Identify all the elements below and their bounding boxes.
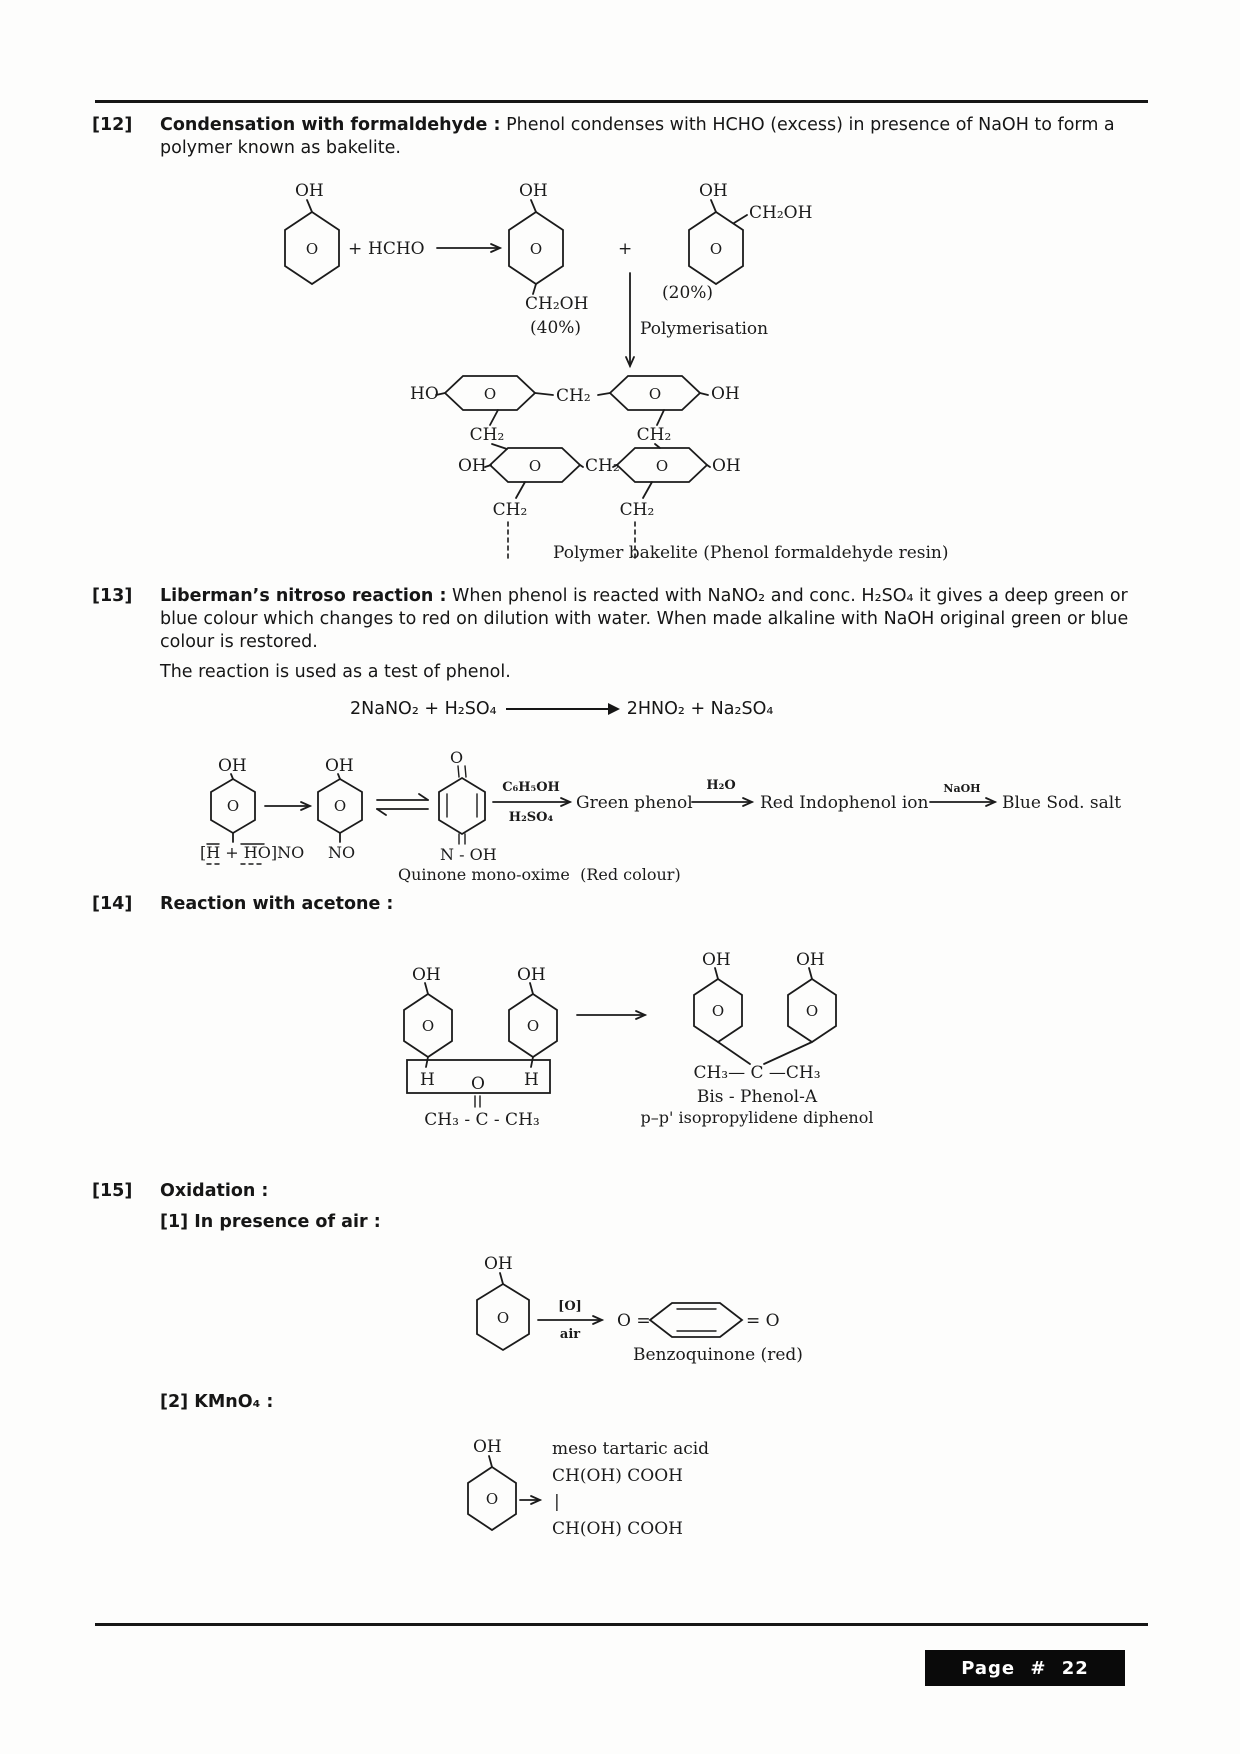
reaction-arrow <box>506 708 618 710</box>
section-15-sub1: [1] In presence of air : <box>160 1212 381 1232</box>
ring-circle: O <box>528 457 542 475</box>
page-number-badge <box>925 1650 1125 1686</box>
oh-label: OH <box>295 181 324 201</box>
oh-label: OH <box>325 756 354 776</box>
blue-salt-label: Blue Sod. salt <box>1002 793 1122 813</box>
oh-label: OH <box>517 965 546 985</box>
red-indophenol-label: Red Indophenol ion <box>760 793 929 813</box>
tartaric-bar: | <box>554 1492 560 1512</box>
n-oh-label: N - OH <box>440 845 497 864</box>
section-12-body: Phenol condenses with HCHO (excess) in presence of NaOH to form a polymer known as bakelite. <box>160 115 1115 158</box>
section-15-number: [15] <box>92 1181 133 1201</box>
phenol-ring <box>694 950 742 1042</box>
reaction-arrow-labeled <box>538 1299 602 1342</box>
phenol-ring <box>477 1254 529 1350</box>
polymer-ring <box>617 448 707 482</box>
ch2-linkage <box>637 410 672 448</box>
reagent-above: H₂O <box>706 778 736 793</box>
svg-text:CH₂: CH₂ <box>469 425 505 445</box>
bakelite-diagram <box>240 168 949 573</box>
bond <box>598 393 610 395</box>
ch2-linkage <box>493 482 528 560</box>
ring-circle: O <box>529 240 543 258</box>
oh-label: OH <box>412 965 441 985</box>
ring-circle: O <box>526 1017 540 1035</box>
kmno4-diagram <box>440 1428 790 1573</box>
h-label: H <box>420 1070 435 1090</box>
section-13-body: When phenol is reacted with NaNO₂ and conc. H₂SO₄ it gives a deep green or blue colour which changes to red on dilution with water. When made alkaline with NaOH original green or blue colour is restored. <box>160 586 1129 652</box>
phenol-ring <box>509 181 588 338</box>
section-13-text <box>160 585 1152 654</box>
reagent-below: H₂SO₄ <box>508 810 554 825</box>
polymerisation-label: Polymerisation <box>640 319 769 339</box>
phenol-ring <box>509 965 557 1067</box>
equation-rhs: 2HNO₂ + Na₂SO₄ <box>626 699 774 719</box>
nitrosation-intermediate-label <box>200 843 304 864</box>
bond <box>707 465 710 467</box>
page-number-label: Page # 22 <box>961 1657 1089 1679</box>
reaction-arrow-labeled <box>930 782 995 802</box>
phenol-ring <box>468 1437 516 1530</box>
ring-circle: O <box>709 240 723 258</box>
svg-text:CH₂: CH₂ <box>619 500 655 520</box>
oh-label: OH <box>712 456 741 476</box>
ring-circle: O <box>333 797 347 815</box>
oh-label: OH <box>519 181 548 201</box>
ch2oh-label: CH₂OH <box>749 203 813 223</box>
oh-label: OH <box>699 181 728 201</box>
ring-circle: O <box>226 797 240 815</box>
nitrosophenol-ring <box>318 756 362 862</box>
ch2-bridge: CH₂ <box>556 386 591 406</box>
plus-sign: + <box>348 239 363 259</box>
acetone-diagram <box>340 950 874 1150</box>
ring-circle: O <box>711 1002 725 1020</box>
ring-circle: O <box>483 385 497 403</box>
isopropylidene-caption: p–p' isopropylidene diphenol <box>640 1108 874 1127</box>
reaction-arrow-labeled <box>692 778 752 802</box>
meso-tartaric-title: meso tartaric acid <box>552 1439 710 1459</box>
phenol-ring <box>788 950 836 1042</box>
tartaric-row-2: CH(OH) COOH <box>552 1519 683 1539</box>
svg-text:[H + HO]NO: [H + HO]NO <box>200 843 305 862</box>
polymer-ring <box>445 376 535 410</box>
hcho-label: HCHO <box>368 239 425 259</box>
h-label: H <box>524 1070 539 1090</box>
section-13-note: The reaction is used as a test of phenol. <box>160 662 511 682</box>
phenol-ring <box>662 181 812 303</box>
yield-40: (40%) <box>530 318 582 338</box>
equilibrium-arrows <box>377 794 428 815</box>
ring-circle: O <box>655 457 669 475</box>
oh-label: OH <box>711 384 740 404</box>
ring-circle: O <box>648 385 662 403</box>
bridge-label: CH₃— C —CH₃ <box>693 1063 821 1083</box>
section-14 <box>92 893 1152 916</box>
reaction-arrow-labeled <box>493 780 570 825</box>
quinone-caption: Quinone mono-oxime (Red colour) <box>398 865 681 884</box>
section-15-sub2: [2] KMnO₄ : <box>160 1392 274 1412</box>
air-label: air <box>559 1327 581 1342</box>
section-14-number: [14] <box>92 894 133 914</box>
quinone-oxime-ring <box>439 748 497 864</box>
svg-text:CH₂: CH₂ <box>636 425 672 445</box>
oh-label: OH <box>796 950 825 970</box>
benzoquinone-ring <box>650 1303 742 1337</box>
bond <box>580 465 583 467</box>
phenol-ring <box>211 756 255 842</box>
equation-lhs: 2NaNO₂ + H₂SO₄ <box>350 699 497 719</box>
section-12 <box>92 114 1152 160</box>
section-15-title: Oxidation : <box>160 1181 269 1201</box>
ring-circle: O <box>485 1490 499 1508</box>
benzoquinone-caption: Benzoquinone (red) <box>633 1345 803 1365</box>
ch2-linkage <box>470 410 507 449</box>
section-12-text <box>160 114 1152 160</box>
bakelite-caption: Polymer bakelite (Phenol formaldehyde resin) <box>553 543 949 563</box>
reagent-above: C₆H₅OH <box>502 780 560 795</box>
oh-label: OH <box>484 1254 513 1274</box>
phenol-ring <box>404 965 452 1067</box>
reagent-above: NaOH <box>943 782 981 795</box>
section-13-title: Liberman’s nitroso reaction : <box>160 586 447 606</box>
top-rule <box>95 100 1148 103</box>
ring-circle: O <box>305 240 319 258</box>
carbonyl-o-label: O <box>471 1074 485 1094</box>
plus-sign: + <box>618 239 633 259</box>
yield-20: (20%) <box>662 283 714 303</box>
ring-circle: O <box>421 1017 435 1035</box>
svg-text:CH₂: CH₂ <box>492 500 528 520</box>
oxidant-label: [O] <box>558 1299 582 1314</box>
section-15 <box>92 1180 1152 1203</box>
bond <box>764 1042 812 1064</box>
nitrous-acid-equation <box>350 699 773 719</box>
air-oxidation-diagram <box>420 1245 820 1370</box>
ho-label: HO <box>410 384 439 404</box>
section-15-text <box>160 1180 1152 1203</box>
ketone-o-label: O <box>450 748 464 767</box>
oh-label: OH <box>458 456 487 476</box>
right-o-label: = O <box>746 1311 780 1331</box>
ch2-bridge: CH₂ <box>585 456 620 476</box>
nitroso-diagram <box>200 738 1160 888</box>
bond <box>718 1042 750 1064</box>
section-12-title: Condensation with formaldehyde : <box>160 115 501 135</box>
section-12-number: [12] <box>92 115 133 135</box>
bisphenol-caption: Bis - Phenol-A <box>696 1087 818 1107</box>
polymer-ring <box>610 376 700 410</box>
ring-circle: O <box>805 1002 819 1020</box>
section-13 <box>92 585 1152 654</box>
oh-label: OH <box>702 950 731 970</box>
oh-label: OH <box>473 1437 502 1457</box>
ring-circle: O <box>496 1309 510 1327</box>
green-phenol-label: Green phenol <box>576 793 693 813</box>
acetone-label: CH₃ - C - CH₃ <box>424 1110 540 1130</box>
polymer-ring <box>490 448 580 482</box>
bond <box>535 393 553 395</box>
ch2oh-label: CH₂OH <box>525 294 589 314</box>
no-label: NO <box>328 843 356 862</box>
oh-label: OH <box>218 756 247 776</box>
bottom-rule <box>95 1623 1148 1626</box>
section-14-title: Reaction with acetone : <box>160 894 394 914</box>
tartaric-row-1: CH(OH) COOH <box>552 1466 683 1486</box>
bond <box>700 393 708 395</box>
section-14-text <box>160 893 1152 916</box>
left-o-label: O = <box>617 1311 651 1331</box>
section-13-number: [13] <box>92 586 133 606</box>
phenol-ring <box>285 181 339 284</box>
